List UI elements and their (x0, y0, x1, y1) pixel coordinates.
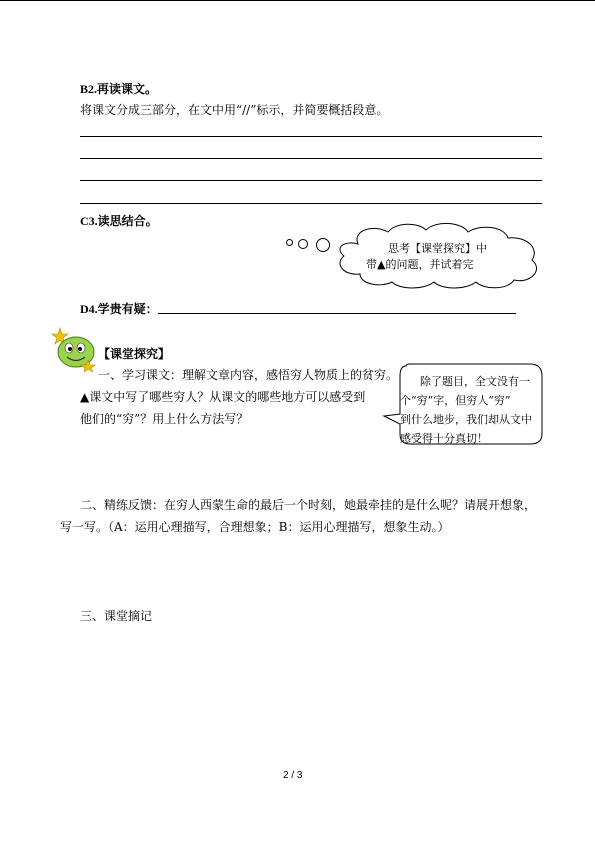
notes-title: 三、课堂摘记 (80, 609, 153, 623)
answer-line-3 (80, 180, 542, 181)
c3-title: C3.读思结合。 (80, 214, 158, 228)
bubble-text-line1: 除了题目，全文没有一 (420, 375, 530, 388)
thought-dot-small (286, 239, 293, 246)
smiley-mascot-icon (50, 326, 98, 372)
bubble-text-line4: 感受得十分真切！ (400, 432, 488, 445)
page-number: 2 / 3 (283, 770, 303, 781)
bubble-text-line2: 个“穷”字，但穷人“穷” (400, 394, 511, 407)
d4-title: D4.学贵有疑： (80, 302, 158, 316)
practice-line2: 写一写。（A：运用心理描写，合理想象；B：运用心理描写，想象生动。） (60, 520, 450, 534)
answer-line-4 (80, 203, 542, 204)
d4-answer-line (158, 313, 516, 314)
thought-dot-large (316, 238, 330, 252)
cloud-text-line1: 思考【课堂探究】中 (388, 242, 487, 255)
explore-heading: 【课堂探究】 (98, 347, 171, 361)
answer-line-1 (80, 136, 542, 137)
practice-line1: 二、精练反馈：在穷人西蒙生命的最后一个时刻，她最牵挂的是什么呢？请展开想象， (80, 498, 537, 512)
explore-question-line1: ▲课文中写了哪些穷人？从课文的哪些地方可以感受到 (80, 390, 366, 404)
explore-question-line2: 他们的“穷”？用上什么方法写？ (80, 412, 249, 426)
explore-line1: 一、学习课文：理解文章内容，感悟穷人物质上的贫穷。 (98, 368, 399, 382)
cloud-text-line2: 带▲的问题，并试着完 (366, 258, 474, 271)
bubble-text-line3: 到什么地步，我们却从文中 (400, 413, 532, 426)
b2-title: B2.再读课文。 (80, 82, 158, 96)
top-border (0, 0, 595, 1)
b2-instruction: 将课文分成三部分，在文中用“//”标示，并简要概括段意。 (80, 103, 389, 117)
thought-dot-medium (298, 239, 308, 249)
answer-line-2 (80, 158, 542, 159)
